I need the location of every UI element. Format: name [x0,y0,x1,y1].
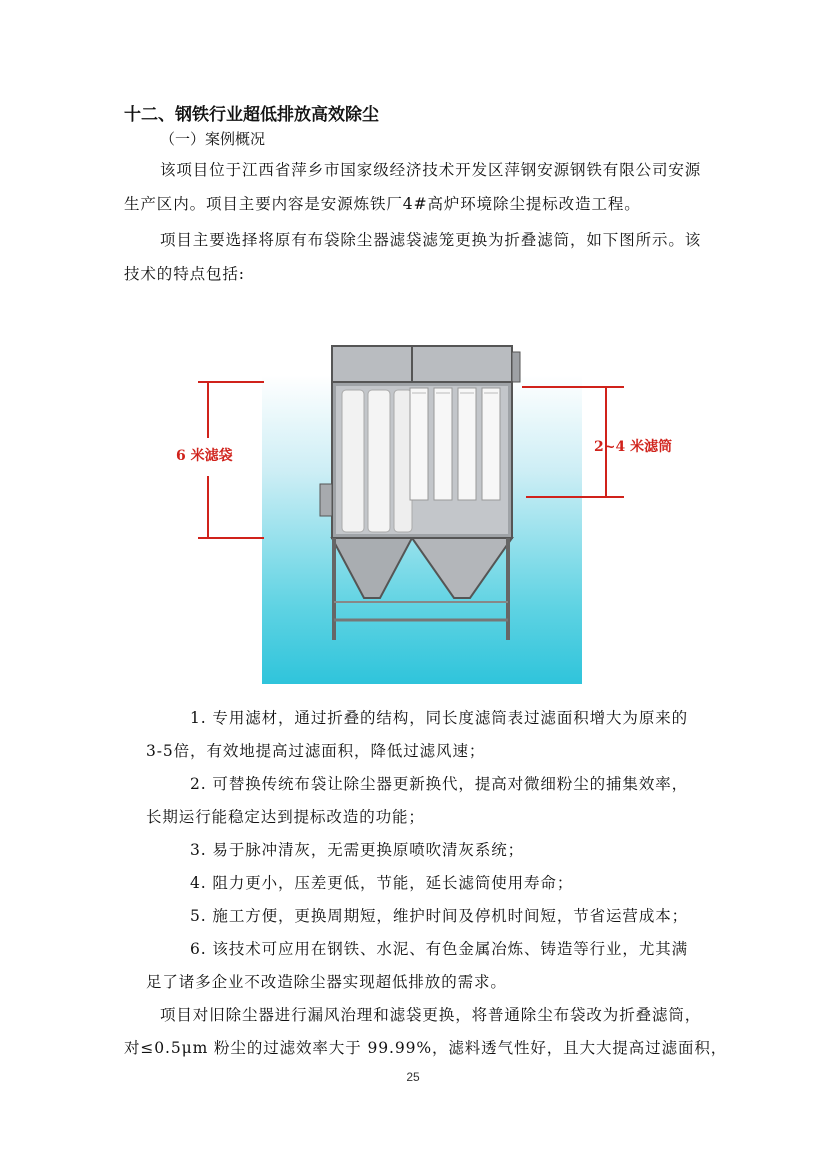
paragraph-line: 生产区内。项目主要内容是安源炼铁厂4#高炉环境除尘提标改造工程。 [124,195,641,213]
feature-item-1-line2: 3-5倍，有效地提高过滤面积，降低过滤风速； [146,742,486,760]
page-number: 25 [406,1070,420,1084]
feature-item-2-line2: 长期运行能稳定达到提标改造的功能； [146,808,425,826]
right-callout-label: 2~4 米滤筒 [594,439,673,455]
paragraph-line: 项目主要选择将原有布袋除尘器滤袋滤笼更换为折叠滤筒，如下图所示。该 [160,231,702,249]
feature-item-3: 3. 易于脉冲清灰，无需更换原喷吹清灰系统； [190,841,525,859]
feature-item-1-line1: 1. 专用滤材，通过折叠的结构，同长度滤筒表过滤面积增大为原来的 [190,709,689,727]
paragraph-line: 该项目位于江西省萍乡市国家级经济技术开发区萍钢安源钢铁有限公司安源 [160,161,702,179]
closing-line: 对≤0.5μm 粉尘的过滤效率大于 99.99%，滤料透气性好，且大大提高过滤面积， [124,1039,728,1057]
feature-item-5: 5. 施工方便，更换周期短，维护时间及停机时间短，节省运营成本； [190,907,689,925]
left-callout-label: 6 米滤袋 [176,448,233,464]
feature-item-6-line2: 足了诸多企业不改造除尘器实现超低排放的需求。 [146,973,507,991]
feature-item-4: 4. 阻力更小，压差更低，节能，延长滤筒使用寿命； [190,874,574,892]
closing-line: 项目对旧除尘器进行漏风治理和滤袋更换，将普通除尘布袋改为折叠滤筒， [160,1006,702,1024]
subsection-heading: （一）案例概况 [160,130,266,148]
feature-item-6-line1: 6. 该技术可应用在钢铁、水泥、有色金属冶炼、铸造等行业，尤其满 [190,940,689,958]
section-heading: 十二、钢铁行业超低排放高效除尘 [124,105,379,125]
feature-item-2-line1: 2. 可替换传统布袋让除尘器更新换代，提高对微细粉尘的捕集效率， [190,775,689,793]
paragraph-line: 技术的特点包括: [124,265,245,283]
